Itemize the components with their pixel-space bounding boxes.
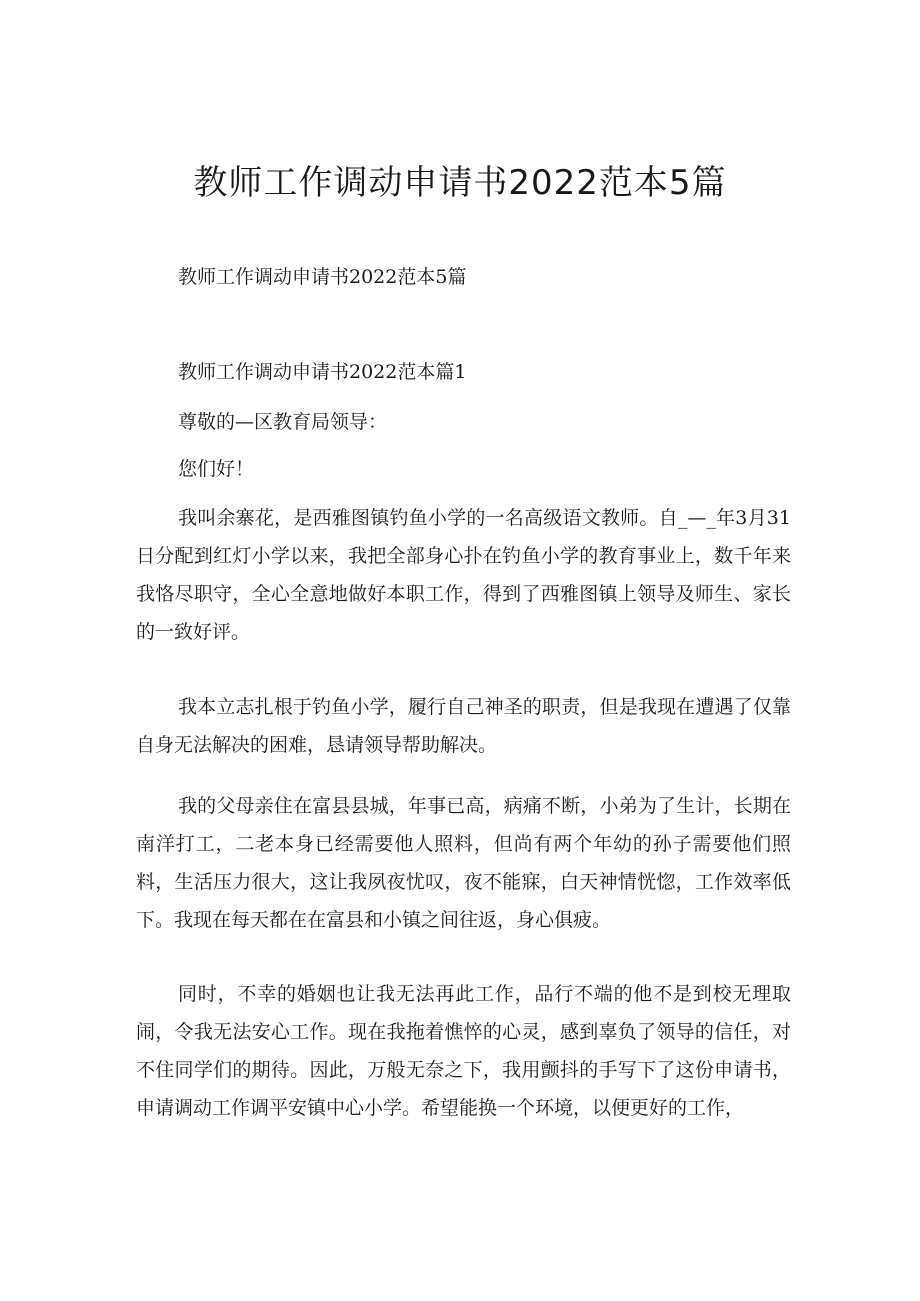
greeting: 您们好！ — [178, 458, 255, 480]
salutation: 尊敬的—区教育局领导： — [178, 411, 388, 433]
section-heading: 教师工作调动申请书2022范本篇1 — [178, 361, 467, 383]
document-title: 教师工作调动申请书2022范本5篇 — [193, 163, 727, 203]
document-subtitle: 教师工作调动申请书2022范本5篇 — [178, 266, 467, 288]
body-paragraph: 我本立志扎根于钓鱼小学，履行自己神圣的职责，但是我现在遭遇了仅靠自身无法解决的困难，恳请领导帮助解决。 — [136, 696, 791, 756]
body-paragraph: 我的父母亲住在富县县城，年事已高，病痛不断，小弟为了生计，长期在南洋打工，二老本身已经需要他人照料，但尚有两个年幼的孙子需要他们照料，生活压力很大，这让我夙夜忧叹，夜不能寐，白天神情恍惚，工作效率低下。我现在每天都在在富县和小镇之间往返，身心俱疲。 — [136, 795, 791, 931]
body-paragraph: 我叫余寨花，是西雅图镇钓鱼小学的一名高级语文教师。自_—_年3月31日分配到红灯小学以来，我把全部身心扑在钓鱼小学的教育事业上，数千年来我恪尽职守，全心全意地做好本职工作，得到了西雅图镇上领导及师生、家长的一致好评。 — [136, 507, 791, 643]
body-paragraph: 同时，不幸的婚姻也让我无法再此工作，品行不端的他不是到校无理取闹，令我无法安心工作。现在我拖着憔悴的心灵，感到辜负了领导的信任，对不住同学们的期待。因此，万般无奈之下，我用颤抖的手写下了这份申请书，申请调动工作调平安镇中心小学。希望能换一个环境，以便更好的工作， — [136, 983, 791, 1119]
